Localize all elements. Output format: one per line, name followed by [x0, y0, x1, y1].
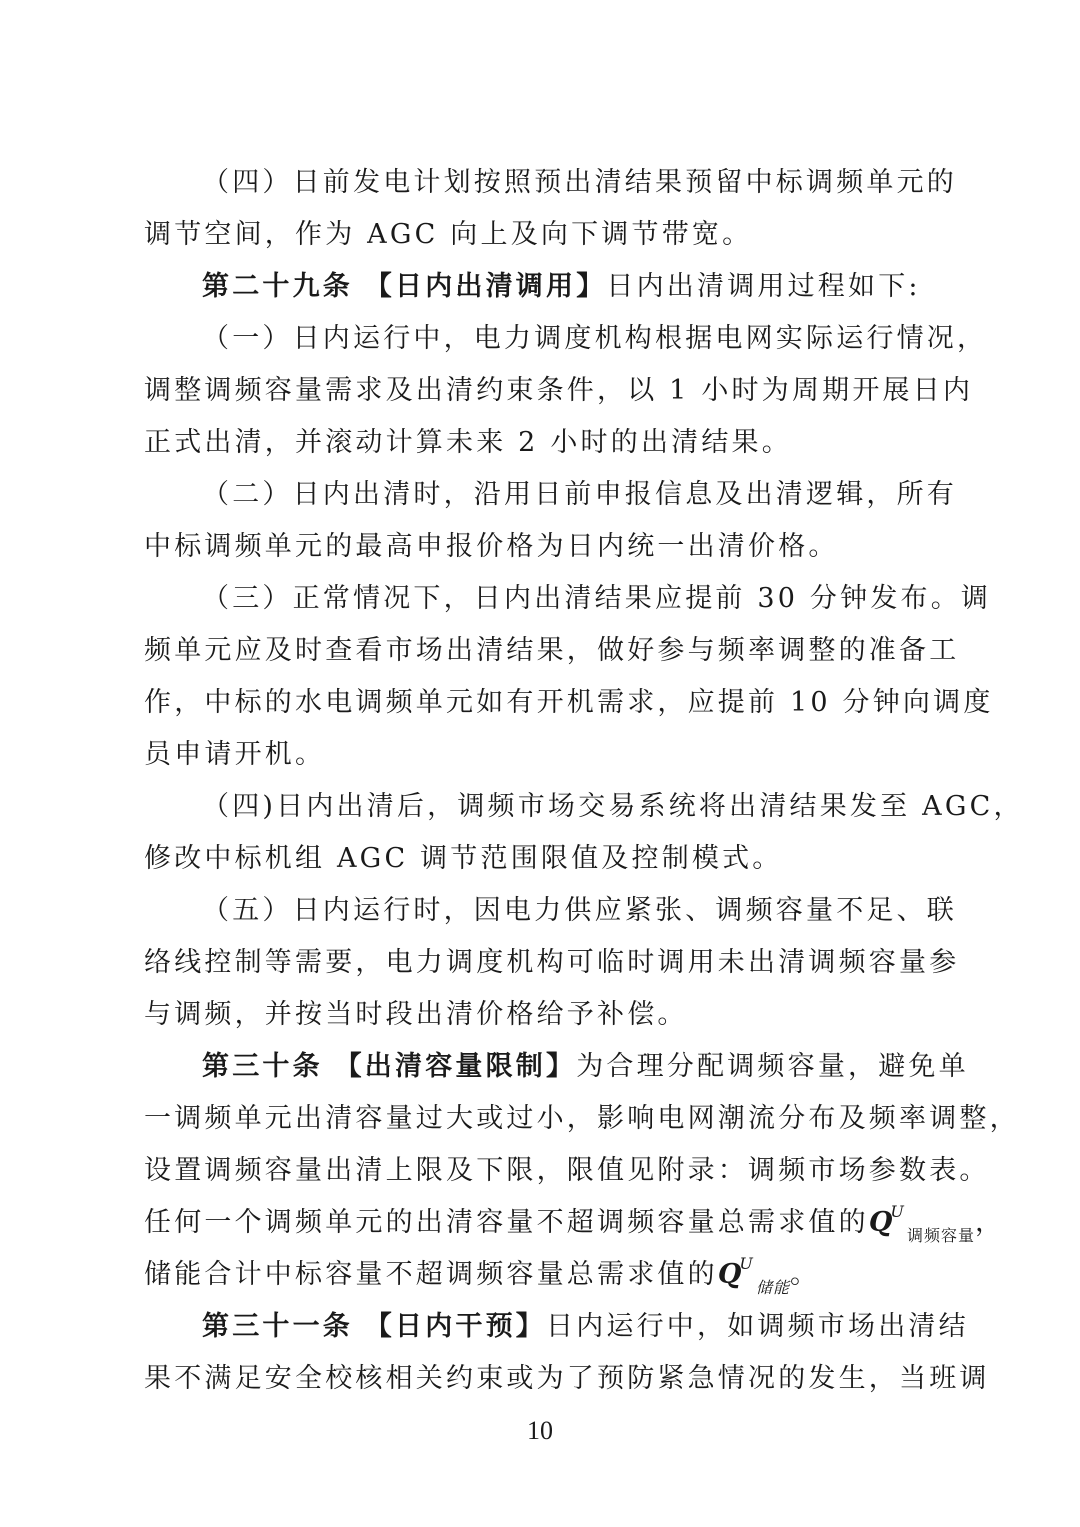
punctuation: 。	[790, 1259, 821, 1290]
article-30-heading	[144, 1048, 969, 1086]
line-text: 频单元应及时查看市场出清结果，做好参与频率调整的准备工	[144, 635, 960, 666]
article-31-heading	[144, 1308, 969, 1346]
paragraph-line	[144, 632, 960, 670]
line-text: 调整调频容量需求及出清约束条件，以 1 小时为周期开展日内	[144, 375, 974, 406]
line-text: 作，中标的水电调频单元如有开机需求，应提前 10 分钟向调度	[144, 687, 994, 718]
article-number: 第三十条	[202, 1051, 323, 1082]
line-text: 日内运行中，如调频市场出清结	[546, 1311, 969, 1342]
paragraph-line	[144, 1360, 990, 1398]
paragraph-line	[144, 1152, 990, 1190]
paragraph-line	[144, 684, 994, 722]
line-text: （四）日前发电计划按照预出清结果预留中标调频单元的	[202, 167, 957, 198]
formula-subscript: 调频容量	[907, 1226, 976, 1245]
paragraph-line	[144, 996, 940, 1034]
paragraph-line	[144, 528, 940, 566]
line-text: （一）日内运行中，电力调度机构根据电网实际运行情况，	[202, 323, 988, 354]
line-text: （四)日内出清后，调频市场交易系统将出清结果发至 AGC，	[202, 791, 1024, 822]
line-text: 任何一个调频单元的出清容量不超调频容量总需求值的	[144, 1207, 869, 1238]
line-text: 储能合计中标容量不超调频容量总需求值的	[144, 1259, 718, 1290]
paragraph-line	[144, 424, 940, 462]
line-text: 员申请开机。	[144, 739, 326, 770]
line-text: 果不满足安全校核相关约束或为了预防紧急情况的发生，当班调	[144, 1363, 990, 1394]
line-text: 修改中标机组 AGC 调节范围限值及控制模式。	[144, 843, 783, 874]
formula-q-variable: Q	[717, 1259, 742, 1290]
article-29-heading	[144, 268, 940, 306]
line-text: 络线控制等需要，电力调度机构可临时调用未出清调频容量参	[144, 947, 960, 978]
line-text: 与调频，并按当时段出清价格给予补偿。	[144, 999, 688, 1030]
paragraph-line	[144, 892, 957, 930]
formula-subscript: 储能	[756, 1278, 791, 1297]
line-text: 中标调频单元的最高申报价格为日内统一出清价格。	[144, 531, 839, 562]
paragraph-line	[144, 840, 940, 878]
line-text: 设置调频容量出清上限及下限，限值见附录：调频市场参数表。	[144, 1155, 990, 1186]
article-number: 第二十九条	[202, 271, 353, 302]
line-text: 正式出清，并滚动计算未来 2 小时的出清结果。	[144, 427, 792, 458]
line-text: 一调频单元出清容量过大或过小，影响电网潮流分布及频率调整，	[144, 1103, 1020, 1134]
article-title: 【出清容量限制】	[334, 1051, 577, 1082]
paragraph-line	[144, 1202, 1006, 1245]
paragraph-line	[144, 476, 957, 514]
paragraph-line	[144, 372, 974, 410]
paragraph-line	[144, 1100, 1020, 1138]
formula-superscript: U	[890, 1202, 908, 1221]
paragraph-line	[144, 944, 960, 982]
line-text: （三）正常情况下，日内出清结果应提前 30 分钟发布。调	[202, 583, 992, 614]
article-title: 【日内干预】	[364, 1311, 546, 1342]
line-text: （二）日内出清时，沿用日前申报信息及出清逻辑，所有	[202, 479, 957, 510]
paragraph-line	[144, 1254, 940, 1297]
article-title: 【日内出清调用】	[364, 271, 607, 302]
formula-superscript: U	[739, 1254, 757, 1273]
line-text: 日内出清调用过程如下:	[606, 271, 921, 302]
punctuation: ，	[975, 1207, 1006, 1238]
formula-q-variable: Q	[868, 1207, 893, 1238]
line-text: 调节空间，作为 AGC 向上及向下调节带宽。	[144, 219, 753, 250]
paragraph-line	[144, 788, 1024, 826]
line-text: 为合理分配调频容量，避免单	[576, 1051, 969, 1082]
paragraph-line	[144, 216, 940, 254]
page-number: 10	[527, 1416, 553, 1445]
line-text: （五）日内运行时，因电力供应紧张、调频容量不足、联	[202, 895, 957, 926]
paragraph-line	[144, 164, 957, 202]
paragraph-line	[144, 320, 988, 358]
paragraph-line	[144, 580, 992, 618]
article-number: 第三十一条	[202, 1311, 353, 1342]
paragraph-line	[144, 736, 940, 774]
